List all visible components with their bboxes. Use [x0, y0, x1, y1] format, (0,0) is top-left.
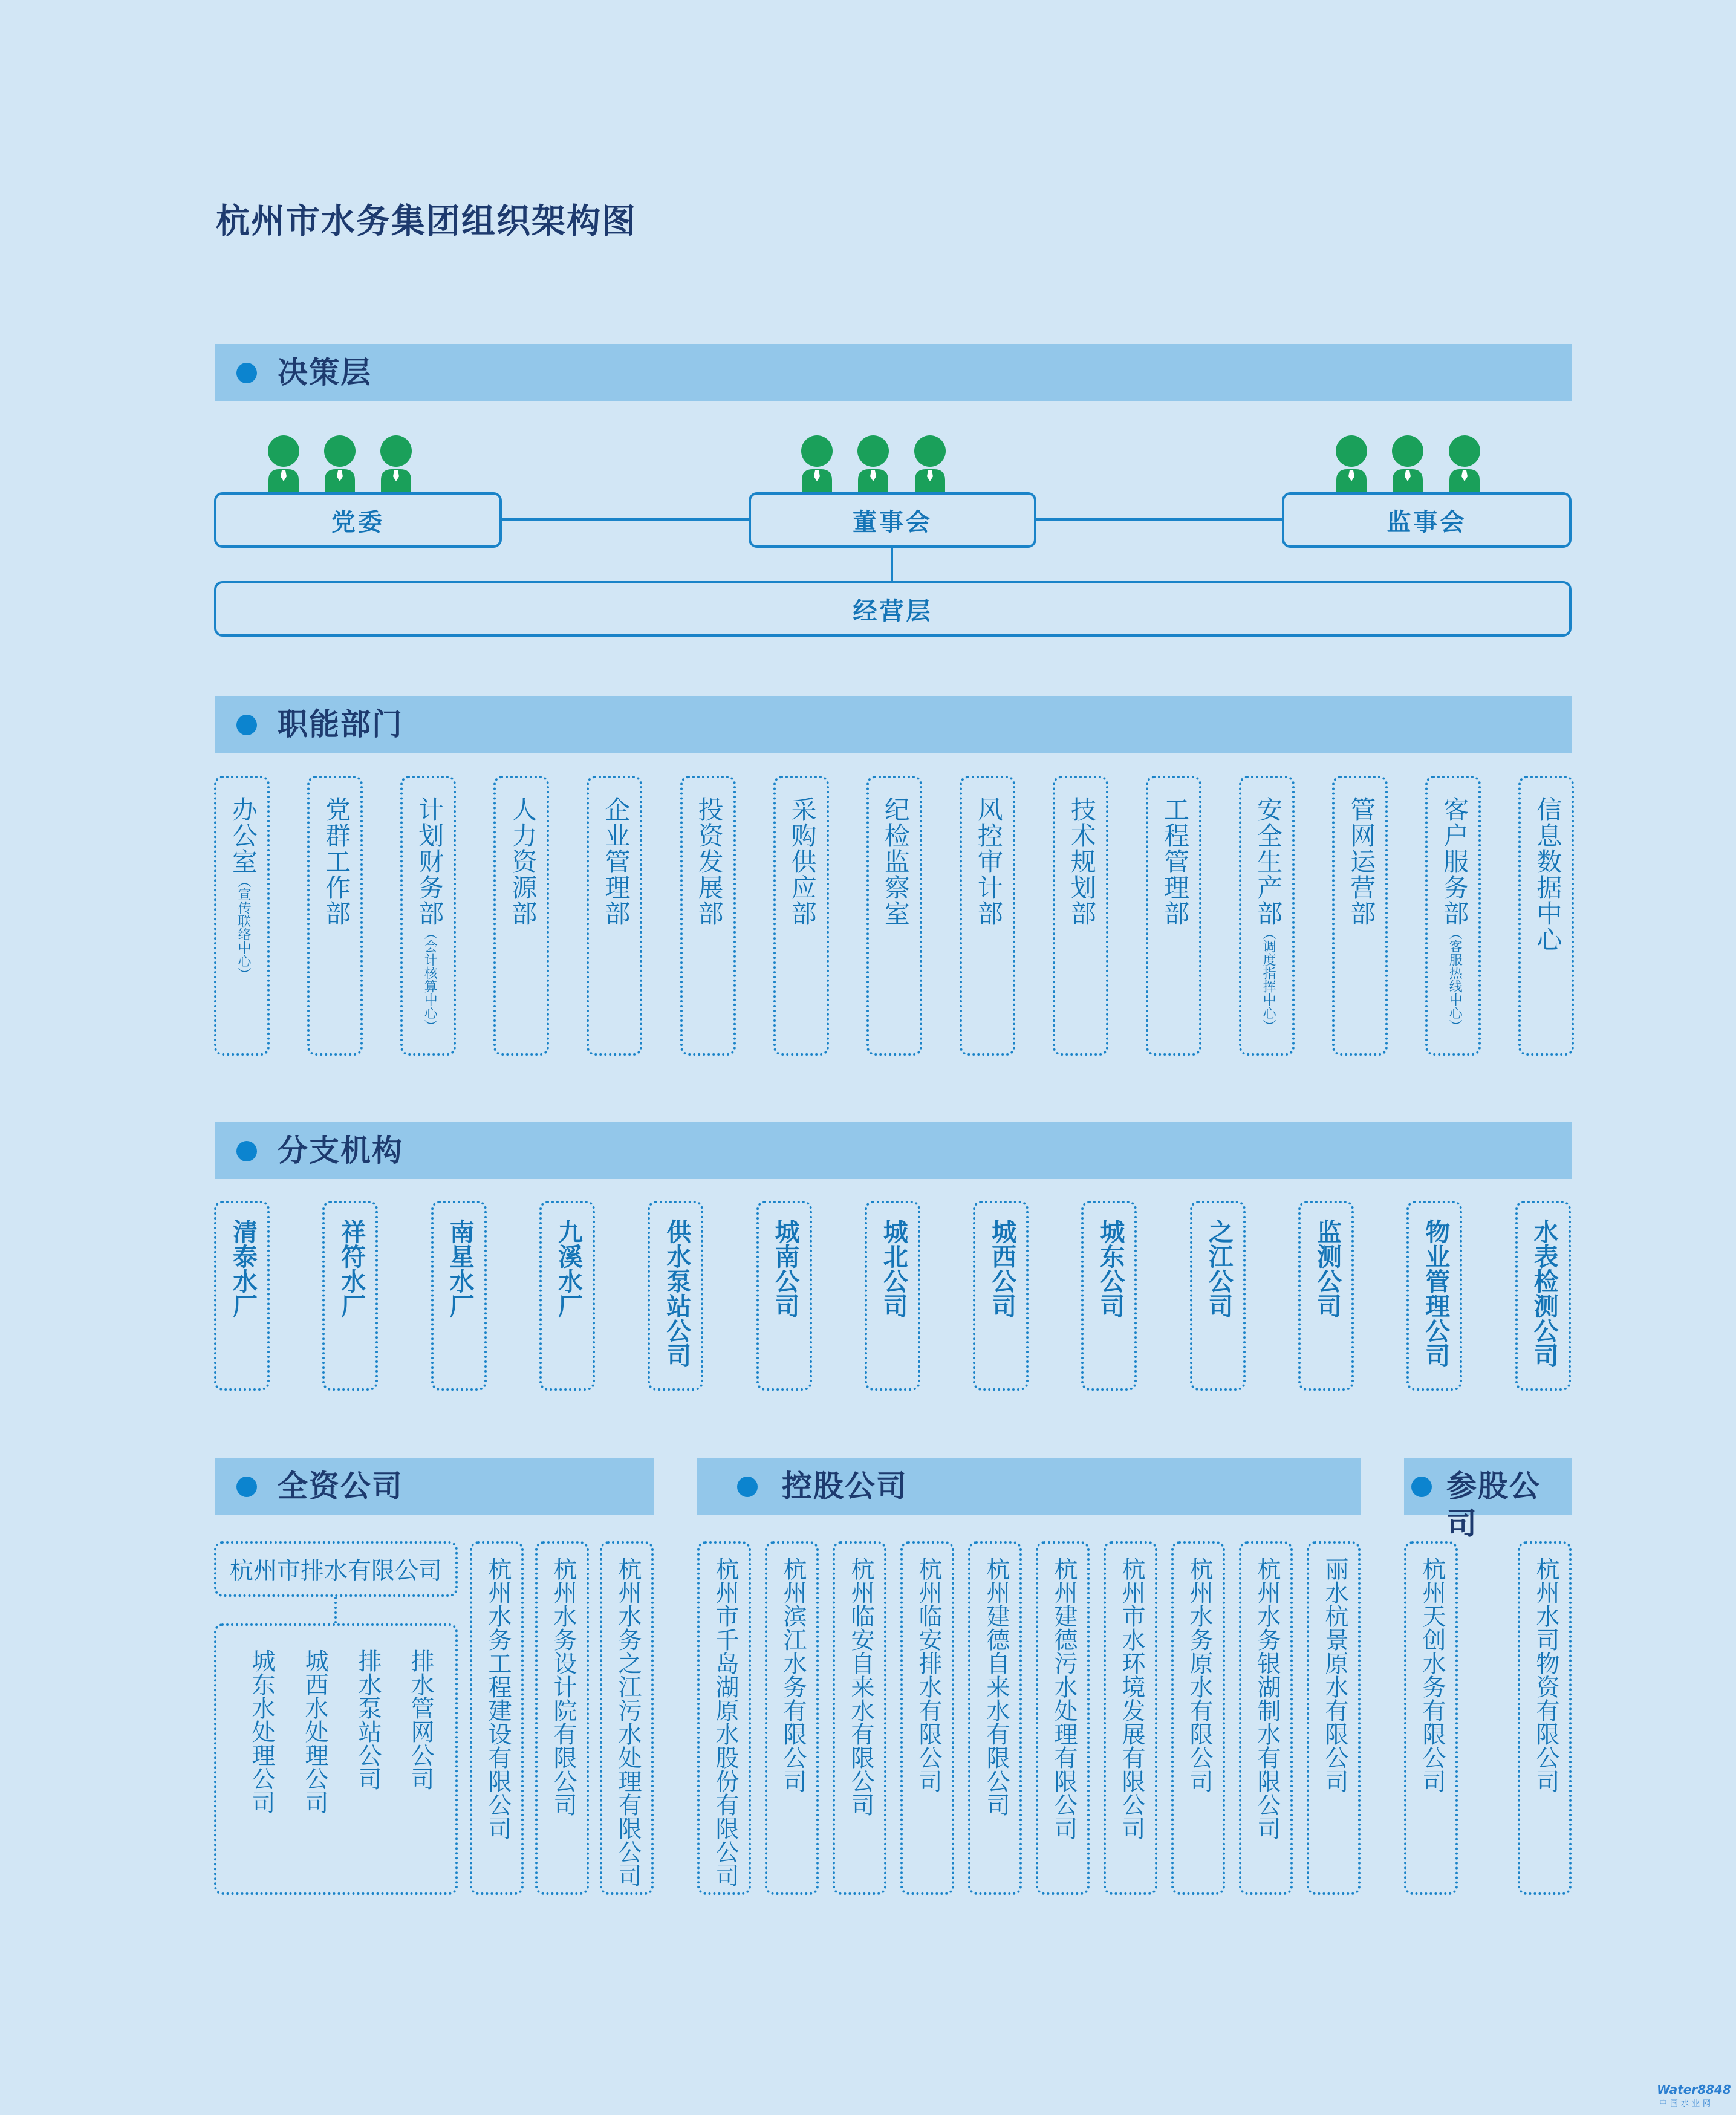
branch-box [756, 1201, 812, 1391]
drainage-subsidiary-label: 排水管网公司 [407, 1649, 434, 1790]
section-title-decision: 决策层 [278, 355, 372, 390]
department-box [214, 776, 270, 1056]
branch-label: 物业管理公司 [1421, 1219, 1451, 1368]
branch-label: 南星水厂 [445, 1219, 475, 1318]
drainage-subsidiary-label: 城东水处理公司 [248, 1649, 275, 1814]
person-icon [1334, 435, 1369, 492]
person-icon [322, 435, 357, 492]
department-name: 客户服务部 [1440, 796, 1470, 926]
department-label [788, 796, 817, 926]
branch-label: 清泰水厂 [229, 1219, 258, 1318]
department-subtitle: （宣传联络中心） [236, 874, 251, 981]
holding-company-box [833, 1541, 886, 1895]
person-icon [1447, 435, 1482, 492]
department-box [493, 776, 549, 1056]
wholly-owned-company-box-label: 杭州水务之江污水处理有限公司 [614, 1557, 642, 1887]
department-box [866, 776, 922, 1056]
watermark-logo: Water8848 [1657, 2082, 1731, 2097]
wholly-owned-company-box [470, 1541, 524, 1895]
section-band-branches [215, 1122, 1572, 1179]
department-label [1067, 796, 1096, 926]
shareholding-company-box [1404, 1541, 1458, 1895]
department-subtitle: （会计核算中心） [422, 926, 438, 1033]
branch-box [1081, 1201, 1137, 1391]
branch-box [1406, 1201, 1462, 1391]
department-label [601, 796, 630, 926]
section-band-decision [215, 344, 1572, 401]
department-label [508, 796, 537, 926]
department-name: 企业管理部 [601, 796, 631, 926]
bullet-dot-icon [236, 715, 257, 735]
shareholding-company-box-label: 杭州水司物资有限公司 [1532, 1557, 1559, 1793]
department-label [229, 796, 258, 981]
person-icon [912, 435, 948, 492]
holding-company-box-label: 杭州滨江水务有限公司 [779, 1557, 807, 1793]
holding-company-box-label: 丽水杭景原水有限公司 [1321, 1557, 1348, 1793]
department-label [1440, 796, 1469, 1033]
holding-company-box [1171, 1541, 1225, 1895]
bullet-dot-icon [236, 1477, 257, 1497]
branch-label: 之江公司 [1204, 1219, 1234, 1318]
branch-box [322, 1201, 378, 1391]
holding-company-box [1104, 1541, 1157, 1895]
department-label [1347, 796, 1376, 926]
connector-party-board [501, 518, 750, 521]
shareholding-company-box-label: 杭州天创水务有限公司 [1419, 1557, 1446, 1793]
branch-box [1515, 1201, 1571, 1391]
department-name: 办公室 [229, 796, 258, 874]
drainage-company-box: 杭州市排水有限公司 [214, 1541, 458, 1597]
branch-label: 监测公司 [1313, 1219, 1342, 1318]
management-box: 经营层 [214, 581, 1572, 637]
section-title-branches: 分支机构 [278, 1133, 403, 1168]
page-title: 杭州市水务集团组织架构图 [216, 202, 637, 241]
connector-drainage-subs [334, 1597, 337, 1623]
branch-label: 供水泵站公司 [662, 1219, 692, 1368]
person-icon [266, 435, 301, 492]
department-name: 技术规划部 [1067, 796, 1097, 926]
branch-label: 水表检测公司 [1529, 1219, 1559, 1368]
department-name: 安全生产部 [1253, 796, 1284, 926]
holding-company-box [1307, 1541, 1361, 1895]
department-name: 采购供应部 [787, 796, 818, 926]
person-icon [379, 435, 414, 492]
holding-company-box [900, 1541, 954, 1895]
department-label [695, 796, 724, 926]
connector-board-supervisory [1035, 518, 1283, 521]
branch-label: 城东公司 [1096, 1219, 1125, 1318]
branch-box [648, 1201, 703, 1391]
department-box [1053, 776, 1108, 1056]
section-band-functional [215, 696, 1572, 753]
person-icon [799, 435, 834, 492]
holding-company-box-label: 杭州临安排水有限公司 [915, 1557, 942, 1793]
department-box [307, 776, 363, 1056]
holding-company-box-label: 杭州建德污水处理有限公司 [1050, 1557, 1078, 1840]
holding-company-box [968, 1541, 1022, 1895]
department-box [1518, 776, 1574, 1056]
department-box [680, 776, 736, 1056]
branch-label: 城北公司 [879, 1219, 908, 1318]
branch-box [539, 1201, 595, 1391]
section-band-holding [697, 1458, 1361, 1515]
branch-label: 城西公司 [987, 1219, 1017, 1318]
shareholding-company-box [1518, 1541, 1572, 1895]
watermark-text: 中国水业网 [1659, 2099, 1714, 2108]
department-box [1146, 776, 1201, 1056]
department-box [1239, 776, 1295, 1056]
branch-box [431, 1201, 487, 1391]
person-icon [1390, 435, 1425, 492]
department-name: 投资发展部 [694, 796, 724, 926]
party-committee-box: 党委 [214, 492, 502, 548]
department-box [1425, 776, 1481, 1056]
branch-box [1298, 1201, 1354, 1391]
holding-company-box-label: 杭州建德自来水有限公司 [983, 1557, 1010, 1816]
branch-label: 祥符水厂 [337, 1219, 366, 1318]
department-name: 党群工作部 [322, 796, 352, 926]
department-label [1160, 796, 1189, 926]
department-box [400, 776, 456, 1056]
branch-label: 城南公司 [770, 1219, 800, 1318]
department-name: 信息数据中心 [1533, 796, 1563, 952]
drainage-subsidiary-label: 排水泵站公司 [354, 1649, 382, 1790]
section-band-wholly-owned [215, 1458, 654, 1515]
branch-box [973, 1201, 1029, 1391]
section-band-shareholding [1404, 1458, 1572, 1541]
board-of-directors-box: 董事会 [749, 492, 1036, 548]
holding-company-box-label: 杭州市水环境发展有限公司 [1118, 1557, 1145, 1840]
bullet-dot-icon [737, 1477, 758, 1497]
department-name: 管网运营部 [1347, 796, 1377, 926]
department-label [415, 796, 444, 1033]
wholly-owned-company-box [535, 1541, 589, 1895]
section-title-shareholding: 参股公司 [1446, 1469, 1541, 1541]
department-box [960, 776, 1015, 1056]
department-subtitle: （调度指挥中心） [1261, 926, 1276, 1033]
department-name: 计划财务部 [415, 796, 445, 926]
section-title-functional: 职能部门 [278, 707, 403, 742]
holding-company-box [1239, 1541, 1293, 1895]
department-label [881, 796, 910, 926]
branch-box [214, 1201, 270, 1391]
department-name: 人力资源部 [508, 796, 538, 926]
supervisory-board-box: 监事会 [1282, 492, 1572, 548]
branch-box [865, 1201, 920, 1391]
section-title-holding: 控股公司 [782, 1469, 908, 1504]
department-name: 风控审计部 [974, 796, 1004, 926]
bullet-dot-icon [1411, 1477, 1432, 1497]
section-title-wholly-owned: 全资公司 [278, 1469, 403, 1504]
holding-company-box-label: 杭州市千岛湖原水股份有限公司 [712, 1557, 739, 1887]
branch-box [1190, 1201, 1246, 1391]
department-box [1332, 776, 1388, 1056]
bullet-dot-icon [236, 363, 257, 383]
department-name: 工程管理部 [1160, 796, 1190, 926]
wholly-owned-company-box [600, 1541, 654, 1895]
holding-company-box [1036, 1541, 1090, 1895]
holding-company-box-label: 杭州水务银湖制水有限公司 [1253, 1557, 1281, 1840]
department-label [322, 796, 351, 926]
department-box [587, 776, 642, 1056]
department-label [1253, 796, 1282, 1033]
drainage-subsidiary-label: 城西水处理公司 [301, 1649, 328, 1814]
holding-company-box-label: 杭州水务原水有限公司 [1186, 1557, 1213, 1793]
person-icon [856, 435, 891, 492]
connector-board-management [891, 547, 893, 583]
holding-company-box [697, 1541, 751, 1895]
department-label [974, 796, 1003, 926]
department-label [1533, 796, 1562, 952]
department-subtitle: （客服热线中心） [1447, 926, 1463, 1033]
branch-label: 九溪水厂 [553, 1219, 583, 1318]
bullet-dot-icon [236, 1141, 257, 1161]
wholly-owned-company-box-label: 杭州水务工程建设有限公司 [484, 1557, 512, 1840]
department-box [773, 776, 829, 1056]
holding-company-box-label: 杭州临安自来水有限公司 [847, 1557, 874, 1816]
department-name: 纪检监察室 [880, 796, 911, 926]
wholly-owned-company-box-label: 杭州水务设计院有限公司 [550, 1557, 577, 1816]
holding-company-box [765, 1541, 819, 1895]
